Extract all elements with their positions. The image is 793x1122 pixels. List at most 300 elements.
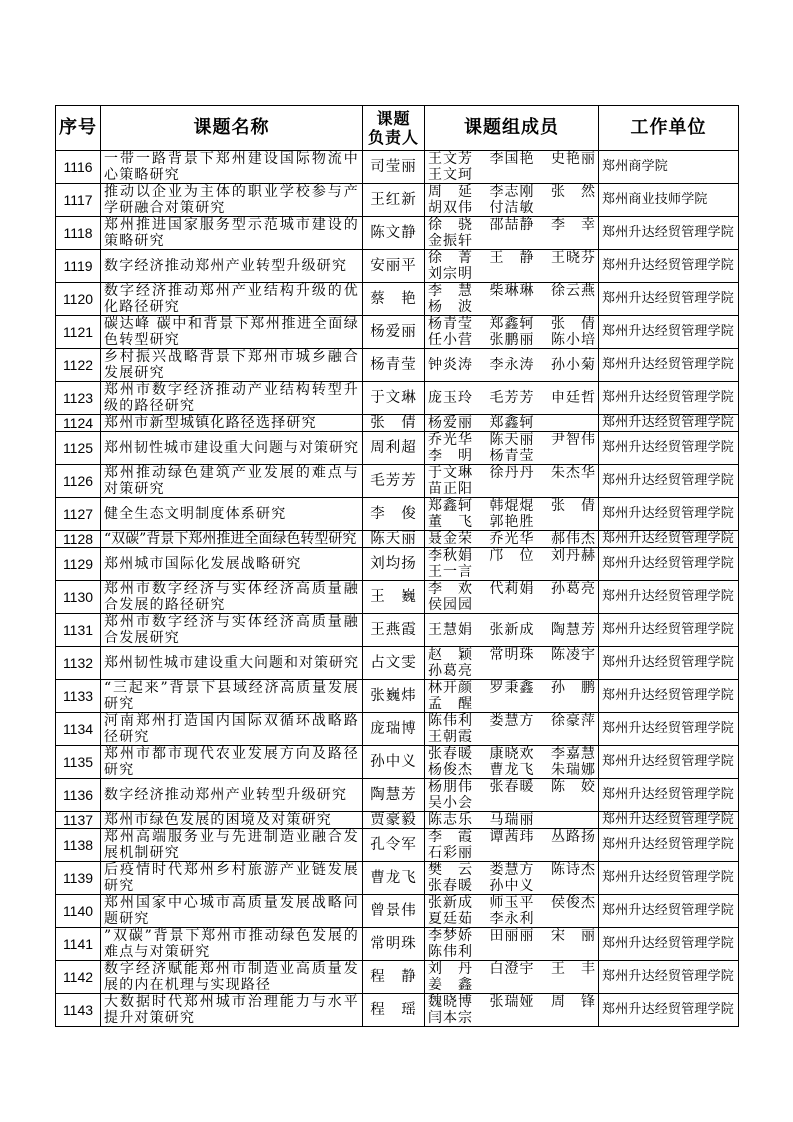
title-cell — [101, 151, 363, 184]
member-name: 郝伟杰 — [551, 531, 596, 547]
member-name: 张春暖 — [428, 878, 473, 894]
members-cell — [425, 432, 599, 465]
member-list — [428, 779, 596, 811]
table-row — [56, 151, 739, 184]
serial-cell: 1117 — [56, 184, 101, 217]
table-row — [56, 862, 739, 895]
member-name: 张鹏丽 — [489, 332, 535, 348]
title-text: 健全生态文明制度体系研究 — [104, 506, 287, 522]
members-cell — [425, 928, 599, 961]
unit-cell: 郑州升达经贸管理学院 — [599, 829, 739, 862]
members-cell — [425, 498, 599, 531]
title-cell — [101, 349, 363, 382]
serial-cell: 1120 — [56, 283, 101, 316]
member-list — [428, 465, 596, 497]
title-text: 郑州推动绿色建筑产业发展的难点与对策研究 — [104, 465, 359, 497]
member-name: 王文芳 — [428, 151, 473, 167]
member-name: 杨俊杰 — [428, 762, 473, 778]
unit-cell: 郑州升达经贸管理学院 — [599, 465, 739, 498]
leader-cell: 曹龙飞 — [363, 862, 425, 895]
unit-cell: 郑州升达经贸管理学院 — [599, 895, 739, 928]
member-name: 吴小会 — [428, 795, 473, 811]
leader-cell: 刘均扬 — [363, 548, 425, 581]
title-text: 一带一路背景下郑州建设国际物流中心策略研究 — [104, 151, 359, 183]
member-list — [428, 812, 596, 828]
table-row — [56, 184, 739, 217]
table-row — [56, 465, 739, 498]
serial-cell: 1123 — [56, 382, 101, 415]
member-list — [428, 713, 596, 745]
member-name: 郑鑫轲 — [489, 415, 535, 431]
member-name: 徐丹丹 — [489, 465, 535, 481]
title-text: 郑州市都市现代农业发展方向及路径研究 — [104, 746, 359, 778]
member-name: 乔光华 — [489, 531, 535, 547]
member-list — [428, 498, 596, 530]
serial-cell: 1125 — [56, 432, 101, 465]
serial-cell: 1133 — [56, 680, 101, 713]
title-text: 郑州市绿色发展的困境及对策研究 — [104, 812, 332, 828]
member-name: 毛芳芳 — [489, 390, 535, 406]
member-name: 李 欢 — [428, 581, 473, 597]
member-name: 白澄宇 — [489, 961, 535, 977]
member-name: 尹智伟 — [551, 432, 596, 448]
unit-cell: 郑州商学院 — [599, 151, 739, 184]
table-row — [56, 283, 739, 316]
unit-cell: 郑州升达经贸管理学院 — [599, 779, 739, 812]
table-row — [56, 713, 739, 746]
table-row — [56, 647, 739, 680]
member-name: 赵 颖 — [428, 647, 473, 663]
member-name: 王晓芬 — [551, 250, 596, 266]
title-cell — [101, 862, 363, 895]
unit-cell: 郑州升达经贸管理学院 — [599, 283, 739, 316]
member-name: 娄慧方 — [489, 713, 535, 729]
title-cell — [101, 382, 363, 415]
table-row — [56, 581, 739, 614]
member-name: 申廷哲 — [551, 390, 596, 406]
member-name: 钟炎涛 — [428, 357, 473, 373]
leader-cell: 陈天丽 — [363, 531, 425, 548]
title-text: 郑州市数字经济推动产业结构转型升级的路径研究 — [104, 382, 359, 414]
table-row — [56, 548, 739, 581]
member-list — [428, 357, 596, 373]
header-members: 课题组成员 — [425, 106, 599, 151]
member-list — [428, 151, 596, 183]
title-cell — [101, 895, 363, 928]
serial-cell: 1141 — [56, 928, 101, 961]
member-name: 周 延 — [428, 184, 473, 200]
unit-cell: 郑州升达经贸管理学院 — [599, 961, 739, 994]
title-text: 郑州市数字经济与实体经济高质量融合发展研究 — [104, 614, 359, 646]
title-text: 河南郑州打造国内国际双循环战略路径研究 — [104, 713, 359, 745]
title-cell — [101, 316, 363, 349]
member-list — [428, 581, 596, 613]
title-cell — [101, 531, 363, 548]
member-name: 徐 骁 — [428, 217, 473, 233]
leader-cell: 司莹丽 — [363, 151, 425, 184]
member-name: 陈诗杰 — [551, 862, 596, 878]
unit-cell: 郑州升达经贸管理学院 — [599, 680, 739, 713]
table-row — [56, 994, 739, 1027]
serial-cell: 1139 — [56, 862, 101, 895]
leader-cell: 安丽平 — [363, 250, 425, 283]
leader-cell: 王 巍 — [363, 581, 425, 614]
title-cell — [101, 961, 363, 994]
serial-cell: 1119 — [56, 250, 101, 283]
unit-cell: 郑州升达经贸管理学院 — [599, 862, 739, 895]
members-cell — [425, 746, 599, 779]
members-cell — [425, 994, 599, 1027]
member-name: 乔光华 — [428, 432, 473, 448]
leader-cell: 常明珠 — [363, 928, 425, 961]
member-name: 李永利 — [489, 911, 535, 927]
serial-cell: 1127 — [56, 498, 101, 531]
member-name: 马瑞丽 — [489, 812, 535, 828]
member-name: 张瑞娅 — [489, 994, 535, 1010]
member-name: 孙小菊 — [551, 357, 596, 373]
member-name: 谭茜玮 — [489, 829, 535, 845]
member-name: 董 飞 — [428, 514, 473, 530]
member-name: 宋 丽 — [551, 928, 596, 944]
member-name: 李梦娇 — [428, 928, 473, 944]
serial-cell: 1132 — [56, 647, 101, 680]
title-text: 推动以企业为主体的职业学校参与产学研融合对策研究 — [104, 184, 359, 216]
table-row — [56, 829, 739, 862]
member-name: 娄慧方 — [489, 862, 535, 878]
member-name: 林开颜 — [428, 680, 473, 696]
header-leader: 课题 负责人 — [363, 106, 425, 151]
member-name: 邝 位 — [489, 548, 535, 564]
member-name: 李 幸 — [551, 217, 596, 233]
member-name: 韩焜焜 — [489, 498, 535, 514]
table-header-row — [56, 106, 739, 151]
members-cell — [425, 680, 599, 713]
unit-cell: 郑州升达经贸管理学院 — [599, 531, 739, 548]
members-cell — [425, 531, 599, 548]
member-name: 杨爱丽 — [428, 415, 473, 431]
member-name: 刘 丹 — [428, 961, 473, 977]
members-cell — [425, 250, 599, 283]
member-name: 石彩丽 — [428, 845, 473, 861]
leader-cell: 于文琳 — [363, 382, 425, 415]
members-cell — [425, 961, 599, 994]
member-name: 杨青莹 — [489, 448, 535, 464]
title-text: 数字经济推动郑州产业结构升级的优化路径研究 — [104, 283, 359, 315]
member-name: 罗秉鑫 — [489, 680, 535, 696]
member-list — [428, 647, 596, 679]
member-name: 孟 醒 — [428, 696, 473, 712]
member-name: 闫本宗 — [428, 1010, 473, 1026]
members-cell — [425, 862, 599, 895]
serial-cell: 1143 — [56, 994, 101, 1027]
header-title: 课题名称 — [101, 106, 363, 151]
title-text: 郑州韧性城市建设重大问题与对策研究 — [104, 440, 359, 456]
member-name: 张新成 — [489, 622, 535, 638]
title-cell — [101, 746, 363, 779]
title-cell — [101, 217, 363, 250]
leader-cell: 蔡 艳 — [363, 283, 425, 316]
title-text: 郑州城市国际化发展战略研究 — [104, 556, 302, 572]
member-name: 樊 云 — [428, 862, 473, 878]
serial-cell: 1130 — [56, 581, 101, 614]
member-name: 张 然 — [551, 184, 596, 200]
table-row — [56, 895, 739, 928]
members-cell — [425, 316, 599, 349]
member-name: 于文琳 — [428, 465, 473, 481]
title-cell — [101, 498, 363, 531]
member-list — [428, 250, 596, 282]
member-name: 孙葛亮 — [428, 663, 473, 679]
serial-cell: 1140 — [56, 895, 101, 928]
title-cell — [101, 680, 363, 713]
members-cell — [425, 895, 599, 928]
table-body — [56, 151, 739, 1027]
member-name: 李秋娟 — [428, 548, 473, 564]
title-text: 后疫情时代郑州乡村旅游产业链发展研究 — [104, 862, 359, 894]
serial-cell: 1129 — [56, 548, 101, 581]
leader-cell: 周利超 — [363, 432, 425, 465]
unit-cell: 郑州升达经贸管理学院 — [599, 647, 739, 680]
member-name: 李嘉慧 — [551, 746, 596, 762]
member-name: 曹龙飞 — [489, 762, 535, 778]
title-cell — [101, 581, 363, 614]
member-list — [428, 432, 596, 464]
title-text: 郑州市新型城镇化路径选择研究 — [104, 415, 317, 431]
title-cell — [101, 779, 363, 812]
title-text: 郑州韧性城市建设重大问题和对策研究 — [104, 655, 359, 671]
leader-cell: 毛芳芳 — [363, 465, 425, 498]
member-name: 孙葛亮 — [551, 581, 596, 597]
table-row — [56, 928, 739, 961]
table-row — [56, 316, 739, 349]
member-name: 夏廷茹 — [428, 911, 473, 927]
unit-cell: 郑州升达经贸管理学院 — [599, 994, 739, 1027]
members-cell — [425, 779, 599, 812]
unit-cell: 郑州升达经贸管理学院 — [599, 614, 739, 647]
member-name: 郑鑫轲 — [428, 498, 473, 514]
member-name: 李 霞 — [428, 829, 473, 845]
serial-cell: 1124 — [56, 415, 101, 432]
title-text: 郑州市数字经济与实体经济高质量融合发展的路径研究 — [104, 581, 359, 613]
member-name: 张新成 — [428, 895, 473, 911]
leader-cell: 贾豪毅 — [363, 812, 425, 829]
member-name: 王朝霞 — [428, 729, 473, 745]
member-list — [428, 680, 596, 712]
members-cell — [425, 548, 599, 581]
table-row — [56, 680, 739, 713]
serial-cell: 1137 — [56, 812, 101, 829]
member-name: 聂金荣 — [428, 531, 473, 547]
leader-cell: 程 静 — [363, 961, 425, 994]
title-cell — [101, 713, 363, 746]
unit-cell: 郑州升达经贸管理学院 — [599, 581, 739, 614]
member-name: 陈凌宇 — [551, 647, 596, 663]
title-text: 数字经济赋能郑州市制造业高质量发展的内在机理与实现路径 — [104, 961, 359, 993]
document-page — [55, 105, 738, 1027]
leader-cell: 庞瑞博 — [363, 713, 425, 746]
member-name: 张 倩 — [551, 316, 596, 332]
member-name: 李 明 — [428, 448, 473, 464]
leader-cell: 孙中义 — [363, 746, 425, 779]
member-name: 孙中义 — [489, 878, 535, 894]
member-name: 陈伟利 — [428, 944, 473, 960]
unit-cell: 郑州升达经贸管理学院 — [599, 812, 739, 829]
title-text: 碳达峰 碳中和背景下郑州推进全面绿色转型研究 — [104, 316, 359, 348]
members-cell — [425, 829, 599, 862]
member-name: 刘丹赫 — [551, 548, 596, 564]
member-name: 张春暖 — [489, 779, 535, 795]
member-name: 陶慧芳 — [551, 622, 596, 638]
serial-cell: 1136 — [56, 779, 101, 812]
leader-cell: 占文雯 — [363, 647, 425, 680]
member-list — [428, 928, 596, 960]
header-unit: 工作单位 — [599, 106, 739, 151]
member-name: 王 丰 — [551, 961, 596, 977]
title-text: “双碳”背景下郑州推进全面绿色转型研究 — [104, 531, 357, 547]
member-name: 苗正阳 — [428, 481, 473, 497]
serial-cell: 1134 — [56, 713, 101, 746]
member-name: 金振轩 — [428, 233, 473, 249]
header-serial: 序号 — [56, 106, 101, 151]
table-header — [56, 106, 739, 151]
member-name: 魏晓博 — [428, 994, 473, 1010]
member-name: 杨青莹 — [428, 316, 473, 332]
member-name: 陈小培 — [551, 332, 596, 348]
members-cell — [425, 217, 599, 250]
table-row — [56, 614, 739, 647]
member-list — [428, 862, 596, 894]
table-row — [56, 779, 739, 812]
leader-cell: 王红新 — [363, 184, 425, 217]
members-cell — [425, 647, 599, 680]
member-name: 丛路扬 — [551, 829, 596, 845]
unit-cell: 郑州升达经贸管理学院 — [599, 250, 739, 283]
unit-cell: 郑州升达经贸管理学院 — [599, 928, 739, 961]
member-name: 张 倩 — [551, 498, 596, 514]
member-name: 王文珂 — [428, 167, 473, 183]
members-cell — [425, 465, 599, 498]
title-text: ”双碳”背景下郑州市推动绿色发展的难点与对策研究 — [104, 928, 359, 960]
members-cell — [425, 283, 599, 316]
member-name: 郑鑫轲 — [489, 316, 535, 332]
title-cell — [101, 250, 363, 283]
title-text: 大数据时代郑州城市治理能力与水平提升对策研究 — [104, 994, 359, 1026]
members-cell — [425, 614, 599, 647]
project-table — [55, 105, 739, 1027]
member-name: 陈天丽 — [489, 432, 535, 448]
members-cell — [425, 581, 599, 614]
member-name: 陈志乐 — [428, 812, 473, 828]
serial-cell: 1135 — [56, 746, 101, 779]
title-text: “三起来”背景下县域经济高质量发展研究 — [104, 680, 359, 712]
table-row — [56, 217, 739, 250]
serial-cell: 1121 — [56, 316, 101, 349]
serial-cell: 1142 — [56, 961, 101, 994]
leader-cell: 张 倩 — [363, 415, 425, 432]
leader-cell: 李 俊 — [363, 498, 425, 531]
leader-cell: 王燕霞 — [363, 614, 425, 647]
unit-cell: 郑州商业技师学院 — [599, 184, 739, 217]
title-cell — [101, 548, 363, 581]
member-list — [428, 415, 596, 431]
member-name: 李永涛 — [489, 357, 535, 373]
member-name: 付洁敏 — [489, 200, 535, 216]
unit-cell: 郑州升达经贸管理学院 — [599, 498, 739, 531]
member-name: 侯俊杰 — [551, 895, 596, 911]
member-name: 杨朋伟 — [428, 779, 473, 795]
member-name: 李志刚 — [489, 184, 535, 200]
member-name: 杨 波 — [428, 299, 473, 315]
member-name: 邵喆静 — [489, 217, 535, 233]
table-row — [56, 382, 739, 415]
member-name: 王一言 — [428, 564, 473, 580]
member-name: 徐云燕 — [551, 283, 596, 299]
member-name: 陈 姣 — [551, 779, 596, 795]
title-cell — [101, 283, 363, 316]
leader-cell: 张巍炜 — [363, 680, 425, 713]
unit-cell: 郑州升达经贸管理学院 — [599, 217, 739, 250]
member-name: 李 慧 — [428, 283, 473, 299]
serial-cell: 1131 — [56, 614, 101, 647]
title-text: 郑州高端服务业与先进制造业融合发展机制研究 — [104, 829, 359, 861]
title-cell — [101, 614, 363, 647]
unit-cell: 郑州升达经贸管理学院 — [599, 746, 739, 779]
title-cell — [101, 647, 363, 680]
member-name: 郭艳胜 — [489, 514, 535, 530]
title-cell — [101, 415, 363, 432]
title-text: 乡村振兴战略背景下郑州市城乡融合发展研究 — [104, 349, 359, 381]
member-name: 侯园园 — [428, 597, 473, 613]
unit-cell: 郑州升达经贸管理学院 — [599, 432, 739, 465]
member-name: 常明珠 — [489, 647, 535, 663]
member-name: 姜 鑫 — [428, 977, 473, 993]
title-cell — [101, 184, 363, 217]
title-cell — [101, 432, 363, 465]
member-list — [428, 961, 596, 993]
title-cell — [101, 829, 363, 862]
member-name: 朱瑞娜 — [551, 762, 596, 778]
leader-cell: 陈文静 — [363, 217, 425, 250]
table-row — [56, 746, 739, 779]
title-cell — [101, 465, 363, 498]
member-name: 张春暖 — [428, 746, 473, 762]
leader-cell: 陶慧芳 — [363, 779, 425, 812]
serial-cell: 1138 — [56, 829, 101, 862]
title-text: 数字经济推动郑州产业转型升级研究 — [104, 258, 348, 274]
table-row — [56, 432, 739, 465]
members-cell — [425, 713, 599, 746]
member-name: 王 静 — [489, 250, 535, 266]
member-list — [428, 283, 596, 315]
member-list — [428, 316, 596, 348]
serial-cell: 1126 — [56, 465, 101, 498]
title-cell — [101, 812, 363, 829]
serial-cell: 1116 — [56, 151, 101, 184]
member-list — [428, 895, 596, 927]
members-cell — [425, 812, 599, 829]
member-list — [428, 622, 596, 638]
member-list — [428, 390, 596, 406]
member-list — [428, 829, 596, 861]
member-name: 庞玉玲 — [428, 390, 473, 406]
members-cell — [425, 349, 599, 382]
member-list — [428, 548, 596, 580]
unit-cell: 郑州升达经贸管理学院 — [599, 548, 739, 581]
title-text: 数字经济推动郑州产业转型升级研究 — [104, 787, 348, 803]
title-text: 郑州推进国家服务型示范城市建设的策略研究 — [104, 217, 359, 249]
members-cell — [425, 184, 599, 217]
member-name: 陈伟利 — [428, 713, 473, 729]
